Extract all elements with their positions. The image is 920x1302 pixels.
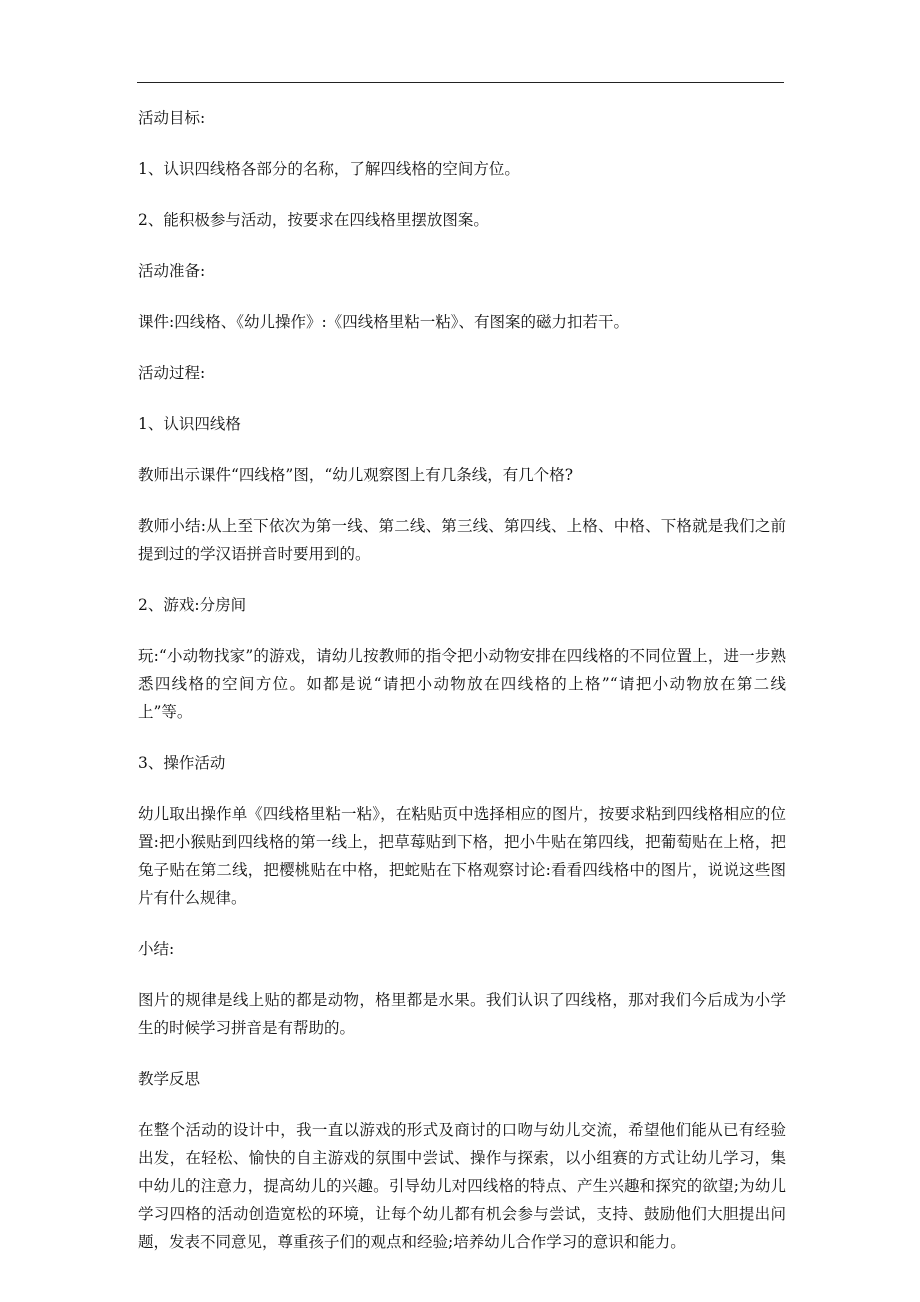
heading-activity-goals: 活动目标: [138, 109, 206, 127]
heading-teaching-reflection: 教学反思 [138, 1070, 201, 1088]
goal-item-1: 1、认识四线格各部分的名称，了解四线格的空间方位。 [138, 160, 520, 178]
goal-item-2: 2、能积极参与活动，按要求在四线格里摆放图案。 [138, 211, 489, 229]
process-step-3-title: 3、操作活动 [138, 754, 226, 772]
process-step-1-text: 教师出示课件“四线格”图，“幼儿观察图上有几条线，有几个格? [138, 466, 574, 484]
process-step-2-text: 玩:“小动物找家”的游戏，请幼儿按教师的指令把小动物安排在四线格的不同位置上，进一步熟悉四线格的空间方位。如都是说“请把小动物放在四线格的上格”“请把小动物放在第二线上”等。 [138, 647, 786, 721]
reflection-text: 在整个活动的设计中，我一直以游戏的形式及商讨的口吻与幼儿交流，希望他们能从已有经验出发，在轻松、愉快的自主游戏的氛围中尝试、操作与探索，以小组赛的方式让幼儿学习，集中幼儿的注意力，提高幼儿的兴趣。引导幼儿对四线格的特点、产生兴趣和探究的欲望;为幼儿学习四格的活动创造宽松的环境，让每个幼儿都有机会参与尝试，支持、鼓励他们大胆提出问题，发表不同意见，尊重孩子们的观点和经验;培养幼儿合作学习的意识和能力。 [138, 1121, 786, 1251]
heading-summary: 小结: [138, 940, 175, 958]
heading-activity-preparation: 活动准备: [138, 262, 206, 280]
header-rule [137, 82, 784, 83]
process-step-1-title: 1、认识四线格 [138, 415, 241, 433]
teacher-summary-text: 教师小结:从上至下依次为第一线、第二线、第三线、第四线、上格、中格、下格就是我们之前提到过的学汉语拼音时要用到的。 [138, 517, 786, 563]
preparation-text: 课件:四线格、《幼儿操作》:《四线格里粘一粘》、有图案的磁力扣若干。 [138, 313, 629, 331]
summary-text: 图片的规律是线上贴的都是动物，格里都是水果。我们认识了四线格，那对我们今后成为小学生的时候学习拼音是有帮助的。 [138, 991, 786, 1037]
process-step-3-text: 幼儿取出操作单《四线格里粘一粘》，在粘贴页中选择相应的图片，按要求粘到四线格相应的位置:把小猴贴到四线格的第一线上，把草莓贴到下格，把小牛贴在第四线，把葡萄贴在上格，把兔子贴在第二线，把樱桃贴在中格，把蛇贴在下格观察讨论:看看四线格中的图片，说说这些图片有什么规律。 [138, 805, 786, 907]
document-body [138, 104, 786, 1279]
heading-activity-process: 活动过程: [138, 364, 206, 382]
process-step-2-title: 2、游戏:分房间 [138, 596, 247, 614]
